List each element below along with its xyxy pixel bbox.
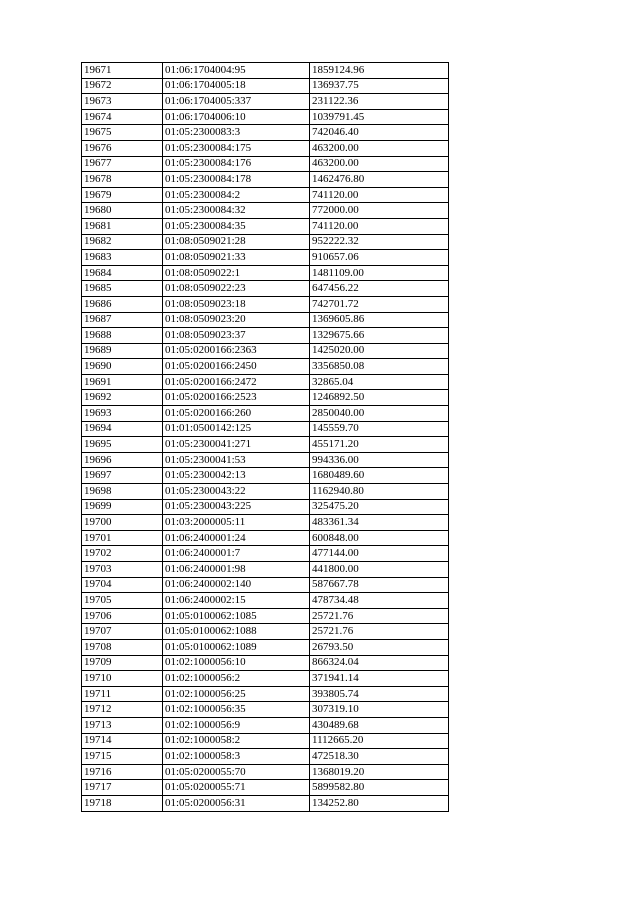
table-row	[82, 733, 449, 749]
row-number-cell: 19711	[82, 686, 163, 702]
cadastral-number-cell: 01:06:2400002:140	[163, 577, 310, 593]
value-cell: 136937.75	[310, 78, 449, 94]
cadastral-number-cell: 01:06:1704005:18	[163, 78, 310, 94]
table-row	[82, 780, 449, 796]
table-row	[82, 546, 449, 562]
table-row	[82, 795, 449, 811]
table-row	[82, 468, 449, 484]
table-row	[82, 452, 449, 468]
cadastral-number-cell: 01:05:0200055:71	[163, 780, 310, 796]
value-cell: 772000.00	[310, 203, 449, 219]
value-cell: 371941.14	[310, 671, 449, 687]
table-row	[82, 717, 449, 733]
row-number-cell: 19671	[82, 63, 163, 79]
table-row	[82, 109, 449, 125]
cadastral-number-cell: 01:05:0200166:260	[163, 406, 310, 422]
cadastral-number-cell: 01:05:2300084:175	[163, 140, 310, 156]
value-cell: 455171.20	[310, 437, 449, 453]
value-cell: 325475.20	[310, 499, 449, 515]
value-cell: 587667.78	[310, 577, 449, 593]
value-cell: 134252.80	[310, 795, 449, 811]
value-cell: 25721.76	[310, 624, 449, 640]
value-cell: 1369605.86	[310, 312, 449, 328]
row-number-cell: 19707	[82, 624, 163, 640]
cadastral-number-cell: 01:05:2300084:176	[163, 156, 310, 172]
row-number-cell: 19718	[82, 795, 163, 811]
row-number-cell: 19682	[82, 234, 163, 250]
row-number-cell: 19704	[82, 577, 163, 593]
value-cell: 1039791.45	[310, 109, 449, 125]
row-number-cell: 19687	[82, 312, 163, 328]
row-number-cell: 19685	[82, 281, 163, 297]
table-row	[82, 608, 449, 624]
cadastral-number-cell: 01:02:1000056:2	[163, 671, 310, 687]
row-number-cell: 19681	[82, 218, 163, 234]
row-number-cell: 19699	[82, 499, 163, 515]
value-cell: 483361.34	[310, 515, 449, 531]
table-row	[82, 749, 449, 765]
row-number-cell: 19683	[82, 250, 163, 266]
value-cell: 478734.48	[310, 593, 449, 609]
row-number-cell: 19712	[82, 702, 163, 718]
table-row	[82, 686, 449, 702]
value-cell: 647456.22	[310, 281, 449, 297]
table-row	[82, 593, 449, 609]
value-cell: 463200.00	[310, 140, 449, 156]
cadastral-number-cell: 01:06:1704005:337	[163, 94, 310, 110]
row-number-cell: 19675	[82, 125, 163, 141]
cadastral-number-cell: 01:05:0200166:2450	[163, 359, 310, 375]
table-row	[82, 63, 449, 79]
row-number-cell: 19701	[82, 530, 163, 546]
value-cell: 441800.00	[310, 562, 449, 578]
table-row	[82, 328, 449, 344]
row-number-cell: 19679	[82, 187, 163, 203]
cadastral-number-cell: 01:02:1000058:2	[163, 733, 310, 749]
cadastral-number-cell: 01:02:1000058:3	[163, 749, 310, 765]
table-row	[82, 624, 449, 640]
row-number-cell: 19673	[82, 94, 163, 110]
row-number-cell: 19703	[82, 562, 163, 578]
row-number-cell: 19713	[82, 717, 163, 733]
value-cell: 1425020.00	[310, 343, 449, 359]
cadastral-number-cell: 01:05:0100062:1085	[163, 608, 310, 624]
cadastral-number-cell: 01:05:0200166:2523	[163, 390, 310, 406]
row-number-cell: 19716	[82, 764, 163, 780]
row-number-cell: 19684	[82, 265, 163, 281]
row-number-cell: 19695	[82, 437, 163, 453]
row-number-cell: 19674	[82, 109, 163, 125]
table-row	[82, 187, 449, 203]
table-row	[82, 312, 449, 328]
value-cell: 1859124.96	[310, 63, 449, 79]
table-row	[82, 281, 449, 297]
cadastral-number-cell: 01:05:2300043:22	[163, 484, 310, 500]
table-row	[82, 530, 449, 546]
value-cell: 472518.30	[310, 749, 449, 765]
table-row	[82, 218, 449, 234]
value-cell: 742046.40	[310, 125, 449, 141]
value-cell: 1246892.50	[310, 390, 449, 406]
value-cell: 742701.72	[310, 296, 449, 312]
row-number-cell: 19686	[82, 296, 163, 312]
value-cell: 3356850.08	[310, 359, 449, 375]
row-number-cell: 19715	[82, 749, 163, 765]
value-cell: 5899582.80	[310, 780, 449, 796]
value-cell: 2850040.00	[310, 406, 449, 422]
value-cell: 1680489.60	[310, 468, 449, 484]
table-row	[82, 250, 449, 266]
row-number-cell: 19714	[82, 733, 163, 749]
row-number-cell: 19710	[82, 671, 163, 687]
cadastral-number-cell: 01:01:0500142:125	[163, 421, 310, 437]
table-row	[82, 359, 449, 375]
table-row	[82, 499, 449, 515]
value-cell: 1481109.00	[310, 265, 449, 281]
cadastral-number-cell: 01:02:1000056:35	[163, 702, 310, 718]
cadastral-number-cell: 01:06:1704004:95	[163, 63, 310, 79]
table-row	[82, 437, 449, 453]
cadastral-number-cell: 01:05:2300084:35	[163, 218, 310, 234]
cadastral-number-cell: 01:02:1000056:25	[163, 686, 310, 702]
value-cell: 477144.00	[310, 546, 449, 562]
cadastral-number-cell: 01:08:0509023:20	[163, 312, 310, 328]
table-row	[82, 515, 449, 531]
table-row	[82, 140, 449, 156]
row-number-cell: 19693	[82, 406, 163, 422]
row-number-cell: 19697	[82, 468, 163, 484]
value-cell: 952222.32	[310, 234, 449, 250]
row-number-cell: 19691	[82, 374, 163, 390]
table-row	[82, 156, 449, 172]
cadastral-number-cell: 01:05:0200166:2363	[163, 343, 310, 359]
table-row	[82, 374, 449, 390]
row-number-cell: 19672	[82, 78, 163, 94]
value-cell: 145559.70	[310, 421, 449, 437]
cadastral-number-cell: 01:05:2300083:3	[163, 125, 310, 141]
data-table	[81, 62, 449, 812]
value-cell: 741120.00	[310, 218, 449, 234]
cadastral-number-cell: 01:05:0100062:1088	[163, 624, 310, 640]
row-number-cell: 19702	[82, 546, 163, 562]
value-cell: 741120.00	[310, 187, 449, 203]
row-number-cell: 19690	[82, 359, 163, 375]
cadastral-number-cell: 01:06:2400001:24	[163, 530, 310, 546]
cadastral-number-cell: 01:08:0509021:33	[163, 250, 310, 266]
table-row	[82, 296, 449, 312]
row-number-cell: 19688	[82, 328, 163, 344]
table-row	[82, 764, 449, 780]
table-row	[82, 125, 449, 141]
cadastral-number-cell: 01:08:0509021:28	[163, 234, 310, 250]
row-number-cell: 19709	[82, 655, 163, 671]
value-cell: 430489.68	[310, 717, 449, 733]
row-number-cell: 19700	[82, 515, 163, 531]
table-row	[82, 203, 449, 219]
cadastral-number-cell: 01:05:0100062:1089	[163, 639, 310, 655]
table-row	[82, 484, 449, 500]
value-cell: 1462476.80	[310, 172, 449, 188]
table-row	[82, 406, 449, 422]
row-number-cell: 19680	[82, 203, 163, 219]
cadastral-number-cell: 01:08:0509022:1	[163, 265, 310, 281]
row-number-cell: 19706	[82, 608, 163, 624]
cadastral-number-cell: 01:02:1000056:10	[163, 655, 310, 671]
value-cell: 231122.36	[310, 94, 449, 110]
value-cell: 307319.10	[310, 702, 449, 718]
table-row	[82, 234, 449, 250]
cadastral-number-cell: 01:08:0509023:18	[163, 296, 310, 312]
table-row	[82, 172, 449, 188]
value-cell: 25721.76	[310, 608, 449, 624]
row-number-cell: 19676	[82, 140, 163, 156]
table-row	[82, 94, 449, 110]
value-cell: 866324.04	[310, 655, 449, 671]
value-cell: 1112665.20	[310, 733, 449, 749]
value-cell: 32865.04	[310, 374, 449, 390]
value-cell: 26793.50	[310, 639, 449, 655]
value-cell: 1329675.66	[310, 328, 449, 344]
row-number-cell: 19689	[82, 343, 163, 359]
cadastral-number-cell: 01:08:0509022:23	[163, 281, 310, 297]
cadastral-number-cell: 01:05:2300041:53	[163, 452, 310, 468]
table-body	[82, 63, 449, 812]
cadastral-number-cell: 01:05:2300084:32	[163, 203, 310, 219]
value-cell: 393805.74	[310, 686, 449, 702]
cadastral-number-cell: 01:05:2300084:178	[163, 172, 310, 188]
cadastral-number-cell: 01:05:0200055:70	[163, 764, 310, 780]
row-number-cell: 19696	[82, 452, 163, 468]
cadastral-number-cell: 01:06:2400002:15	[163, 593, 310, 609]
cadastral-number-cell: 01:06:2400001:7	[163, 546, 310, 562]
cadastral-number-cell: 01:03:2000005:11	[163, 515, 310, 531]
value-cell: 1162940.80	[310, 484, 449, 500]
row-number-cell: 19717	[82, 780, 163, 796]
cadastral-number-cell: 01:08:0509023:37	[163, 328, 310, 344]
table-row	[82, 343, 449, 359]
table-row	[82, 577, 449, 593]
value-cell: 910657.06	[310, 250, 449, 266]
table-row	[82, 421, 449, 437]
cadastral-number-cell: 01:05:2300043:225	[163, 499, 310, 515]
cadastral-number-cell: 01:05:2300042:13	[163, 468, 310, 484]
cadastral-number-cell: 01:06:2400001:98	[163, 562, 310, 578]
table-row	[82, 390, 449, 406]
table-row	[82, 78, 449, 94]
row-number-cell: 19694	[82, 421, 163, 437]
row-number-cell: 19677	[82, 156, 163, 172]
row-number-cell: 19708	[82, 639, 163, 655]
table-row	[82, 265, 449, 281]
table-row	[82, 655, 449, 671]
row-number-cell: 19692	[82, 390, 163, 406]
row-number-cell: 19678	[82, 172, 163, 188]
cadastral-number-cell: 01:05:0200056:31	[163, 795, 310, 811]
table-row	[82, 562, 449, 578]
row-number-cell: 19705	[82, 593, 163, 609]
cadastral-number-cell: 01:02:1000056:9	[163, 717, 310, 733]
value-cell: 994336.00	[310, 452, 449, 468]
value-cell: 600848.00	[310, 530, 449, 546]
table-row	[82, 702, 449, 718]
table-row	[82, 639, 449, 655]
row-number-cell: 19698	[82, 484, 163, 500]
cadastral-number-cell: 01:05:2300041:271	[163, 437, 310, 453]
cadastral-number-cell: 01:05:2300084:2	[163, 187, 310, 203]
cadastral-number-cell: 01:05:0200166:2472	[163, 374, 310, 390]
value-cell: 463200.00	[310, 156, 449, 172]
table-row	[82, 671, 449, 687]
cadastral-number-cell: 01:06:1704006:10	[163, 109, 310, 125]
value-cell: 1368019.20	[310, 764, 449, 780]
